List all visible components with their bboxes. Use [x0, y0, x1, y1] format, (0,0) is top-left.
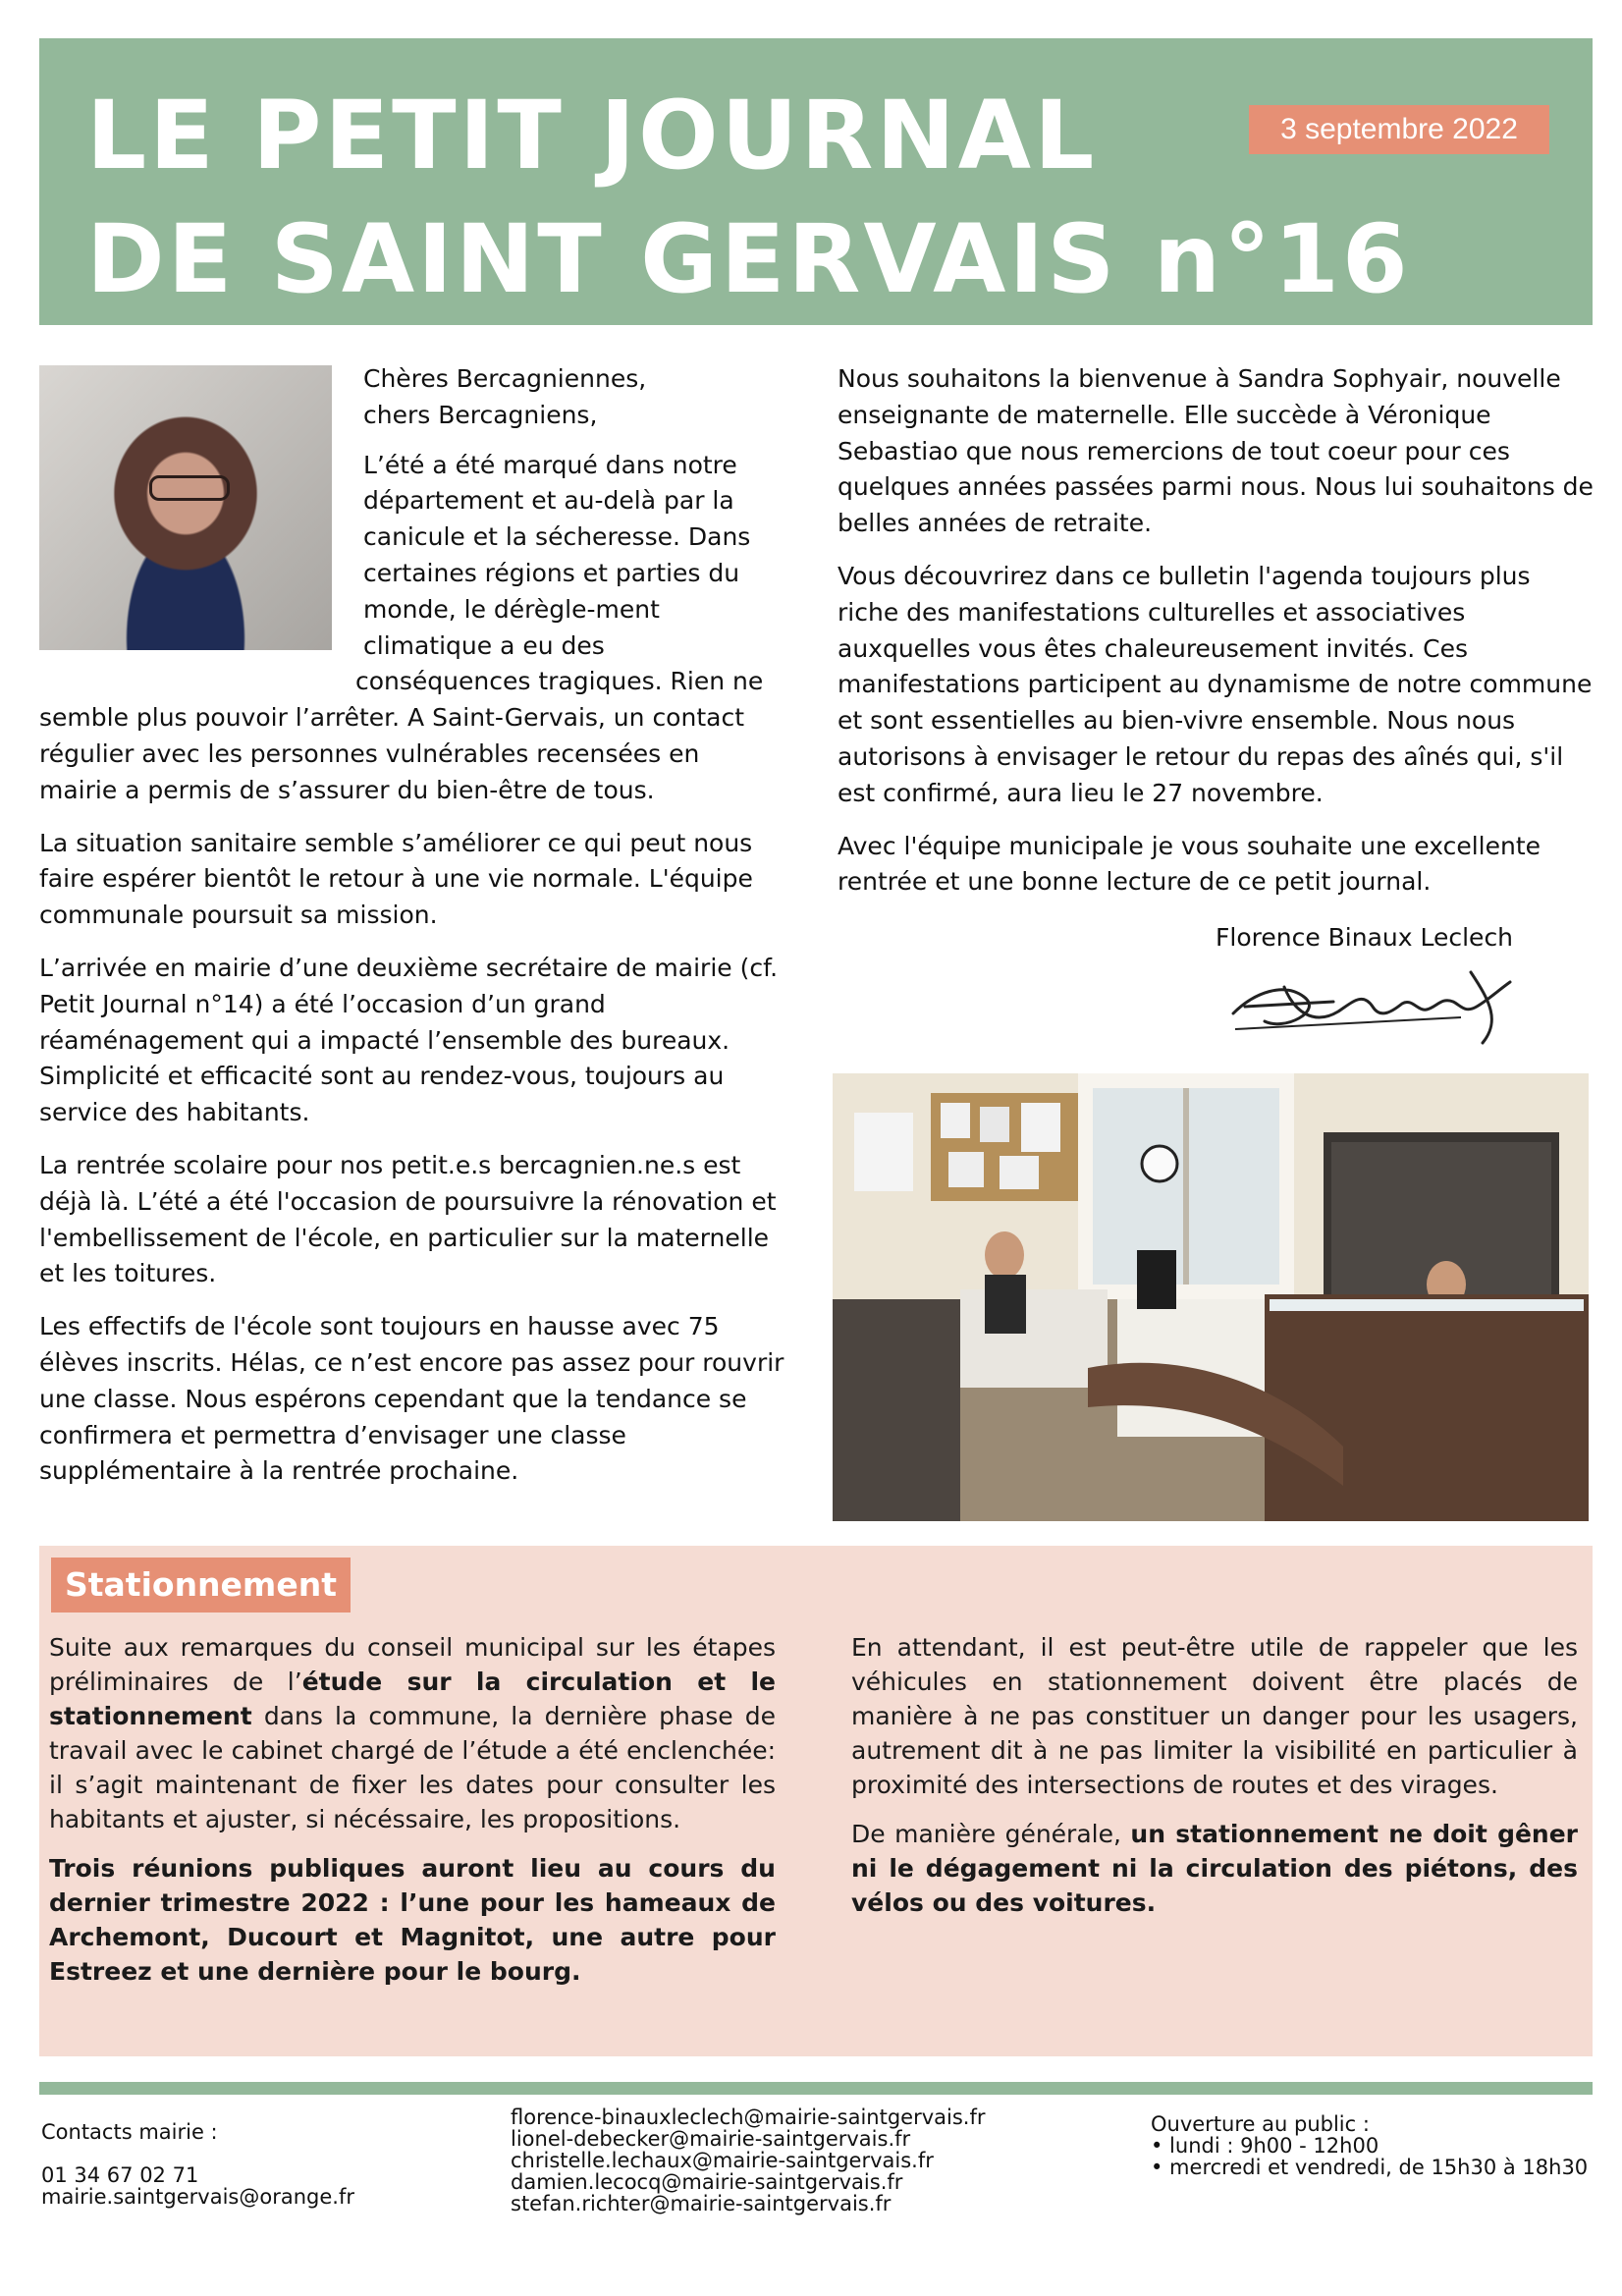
contact-email[interactable]: mairie.saintgervais@orange.fr	[41, 2185, 354, 2209]
lead-line: département et au-delà par la	[363, 486, 734, 516]
parking-study-highlight: étude sur la circulation et le stationnement	[49, 1667, 776, 1730]
parking-study-text-c: dans la commune, la dernière phase de travail avec le cabinet chargé de l’étude a été enclenchée: il s’agit maintenant de fixer les dates pour consulter les habitants et ajuster, si nécéssaire, les propositions.	[49, 1702, 776, 1833]
staff-email[interactable]: damien.lecocq@mairie-saintgervais.fr	[511, 2170, 903, 2194]
masthead	[39, 38, 1593, 325]
footer-contacts	[41, 2121, 354, 2208]
handwritten-signature	[1225, 953, 1549, 1051]
editorial-paragraph-agenda: Vous découvrirez dans ce bulletin l'agenda toujours plus riche des manifestations culturelles et associatives auxquelles vous êtes chaleureusement invités. Ces manifestations participent au dynamisme de notre commune et sont essentielles au bien-vivre ensemble. Nous nous autorisons à envisager le retour du repas des aînés qui, s'il est confirmé, aura lieu le 27 novembre.	[838, 561, 1593, 807]
contact-phone[interactable]: 01 34 67 02 71	[41, 2163, 199, 2187]
greeting-line-1: Chères Bercagniennes,	[363, 364, 647, 393]
editorial-paragraph-secretary: L’arrivée en mairie d’une deuxième secrétaire de mairie (cf. Petit Journal n°14) a été l’occasion d’un grand réaménagement qui a impacté l’ensemble des bureaux. Simplicité et efficacité sont au rendez-vous, toujours au service des habitants.	[39, 953, 779, 1127]
parking-meetings-text: Trois réunions publiques auront lieu au cours du dernier trimestre 2022 : l’une pour les hameaux de Archemont, Ducourt et Magnitot, une autre pour Estreez et une dernière pour le bourg.	[49, 1854, 776, 1986]
parking-left-column	[49, 1630, 776, 2003]
newsletter-title	[86, 74, 1411, 321]
editorial-right-column	[838, 361, 1594, 917]
parking-paragraph-reminder: En attendant, il est peut-être utile de rappeler que les véhicules en stationnement doivent être placés de manière à ne pas constituer un danger pour les usagers, autrement dit à ne pas limiter la visibilité en particulier à proximité des intersections de routes et des virages.	[851, 1633, 1578, 1799]
editorial-paragraph-welcome: Nous souhaitons la bienvenue à Sandra Sophyair, nouvelle enseignante de maternelle. Elle succède à Véronique Sebastiao que nous remercions de tout coeur pour ces quelques années passées parmi nous. Nous lui souhaitons de belles années de retraite.	[838, 364, 1594, 538]
lead-line: monde, le dérègle-ment	[363, 594, 660, 624]
hours-wed-fri: • mercredi et vendredi, de 15h30 à 18h30	[1151, 2156, 1589, 2179]
parking-study-text-a: Suite aux remarques du conseil municipal sur les étapes préliminaires de l’	[49, 1633, 776, 1696]
hours-monday: • lundi : 9h00 - 12h00	[1151, 2134, 1379, 2158]
title-line-1: LE PETIT JOURNAL	[86, 81, 1098, 191]
lead-line: canicule et la sécheresse. Dans	[363, 522, 751, 552]
staff-email[interactable]: lionel-debecker@mairie-saintgervais.fr	[511, 2127, 911, 2151]
greeting-line-2: chers Bercagniens,	[363, 400, 598, 429]
parking-section	[39, 1546, 1593, 2056]
staff-email[interactable]: stefan.richter@mairie-saintgervais.fr	[511, 2192, 892, 2215]
footer-opening-hours	[1151, 2113, 1588, 2178]
town-hall-office-photo	[833, 1073, 1589, 1521]
signer-name: Florence Binaux Leclech	[1216, 923, 1514, 952]
hours-label: Ouverture au public :	[1151, 2112, 1370, 2136]
parking-right-column	[851, 1630, 1578, 1935]
editorial-paragraph-enrolment: Les effectifs de l'école sont toujours en hausse avec 75 élèves inscrits. Hélas, ce n’est encore pas assez pour rouvrir une classe. Nous espérons cependant que la tendance se confirmera et permettra d’envisager une classe supplémentaire à la rentrée prochaine.	[39, 1312, 784, 1486]
parking-rule-text-a: De manière générale,	[851, 1820, 1131, 1848]
parking-rule-highlight: un stationnement ne doit gêner ni le dégagement ni la circulation des piétons, des vélos ou des voitures.	[851, 1820, 1578, 1917]
lead-line: semble plus pouvoir l’arrêter. A Saint-Gervais, un contact	[39, 703, 744, 733]
lead-line: régulier avec les personnes vulnérables recensées en	[39, 738, 700, 768]
editorial-paragraph-school-works: La rentrée scolaire pour nos petit.e.s bercagnien.ne.s est déjà là. L’été a été l'occasion de poursuivre la rénovation et l'embellissement de l'école, en particulier sur la maternelle et les toitures.	[39, 1150, 777, 1288]
lead-line: climatique a eu des	[363, 630, 605, 660]
contacts-label: Contacts mairie :	[41, 2120, 218, 2144]
parking-paragraph-rule	[851, 1817, 1578, 1920]
title-line-2: DE SAINT GERVAIS n°16	[86, 204, 1411, 314]
footer-staff-emails	[511, 2106, 985, 2214]
editorial-lead-paragraph	[39, 448, 795, 809]
section-heading-parking: Stationnement	[51, 1558, 351, 1613]
editorial-paragraph-closing: Avec l'équipe municipale je vous souhaite une excellente rentrée et une bonne lecture de ce petit journal.	[838, 831, 1541, 897]
issue-date-badge: 3 septembre 2022	[1249, 105, 1549, 154]
parking-paragraph-meetings	[49, 1851, 776, 1989]
lead-line: certaines régions et parties du	[363, 558, 740, 587]
staff-email[interactable]: florence-binauxleclech@mairie-saintgervais.fr	[511, 2105, 986, 2129]
editorial-paragraph-health: La situation sanitaire semble s’améliorer ce qui peut nous faire espérer bientôt le retour à une vie normale. L'équipe communale poursuit sa mission.	[39, 828, 753, 930]
staff-email[interactable]: christelle.lechaux@mairie-saintgervais.fr	[511, 2149, 934, 2172]
editorial-left-column	[39, 361, 795, 1506]
lead-line: L’été a été marqué dans notre	[363, 450, 737, 479]
footer-divider	[39, 2082, 1593, 2095]
parking-paragraph-study	[49, 1630, 776, 1836]
lead-line: mairie a permis de s’assurer du bien-être de tous.	[39, 775, 655, 804]
lead-line: conséquences tragiques. Rien ne	[355, 667, 764, 696]
